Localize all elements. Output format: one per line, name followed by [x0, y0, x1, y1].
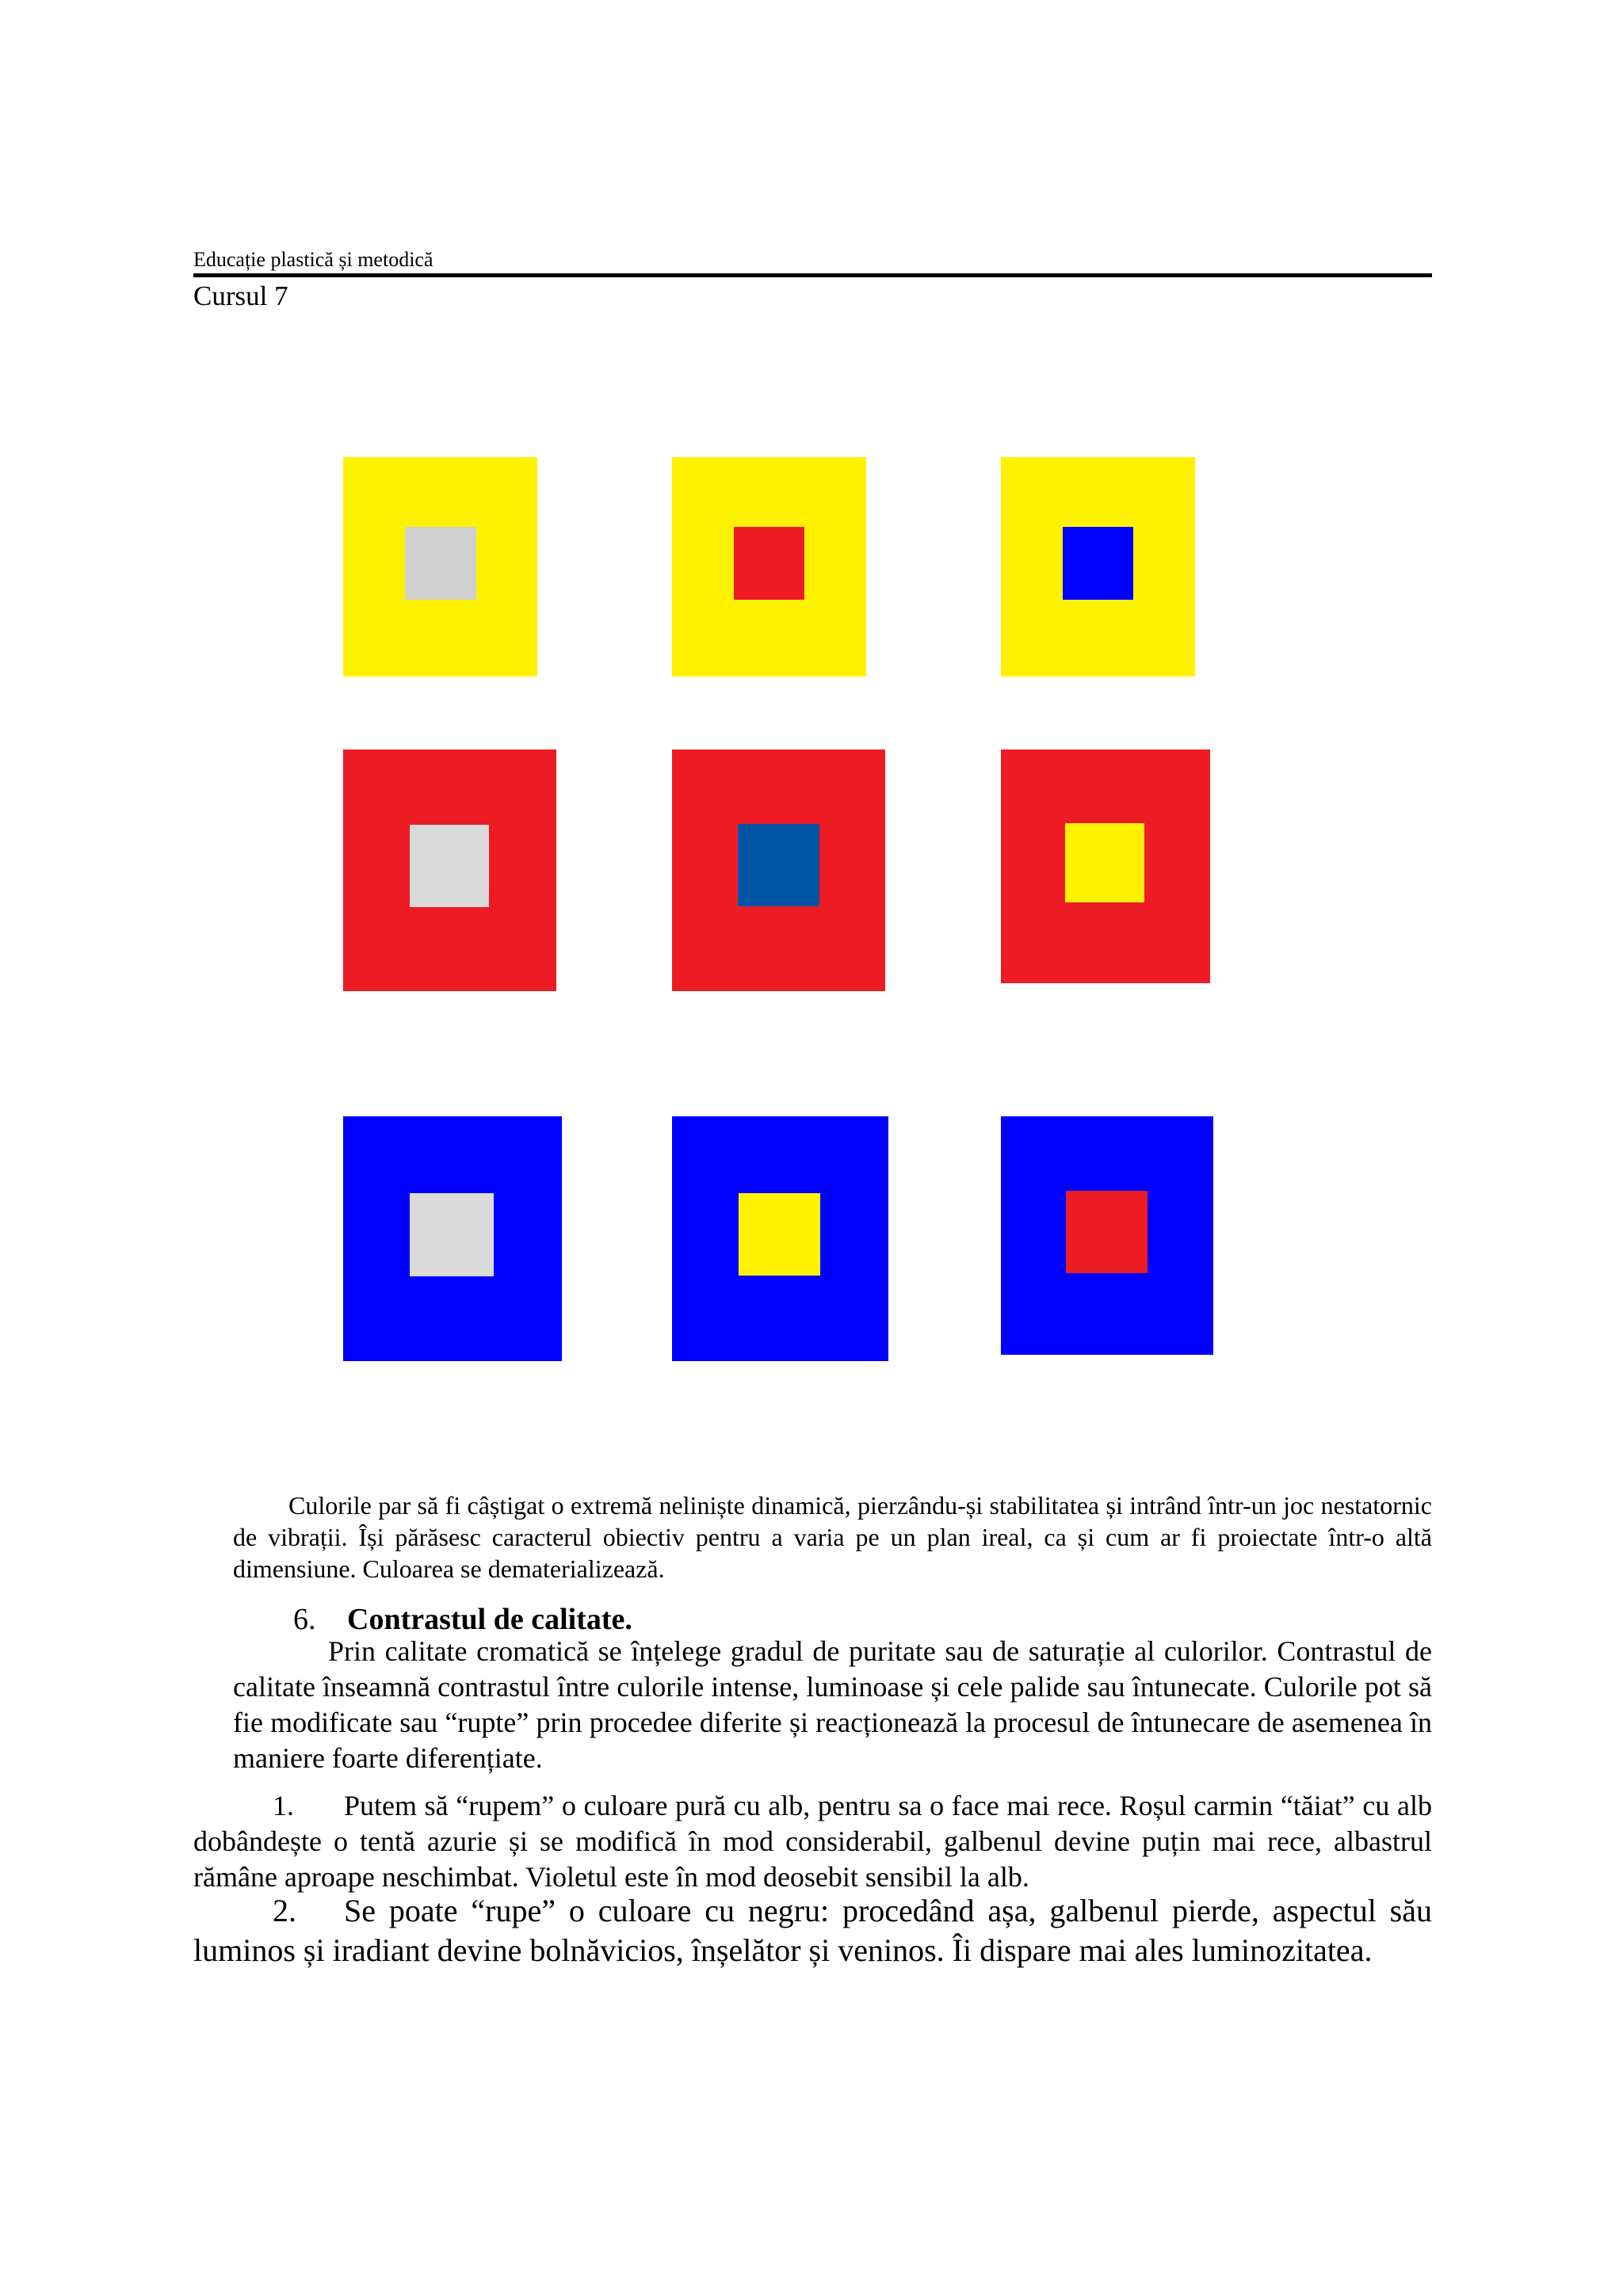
square-red-darkblue — [672, 749, 885, 991]
inner-square-yellow — [1065, 823, 1144, 902]
paragraph-text: Culorile par să fi câștigat o extremă neliniște dinamică, pierzându-și stabilitatea și intrând într-un joc nestatornic de vibrații. Își părăsesc caracterul obiectiv pentru a varia pe un plan ireal, ca și cum ar fi proiectate într-o altă dimensiune. Culoarea se dematerializează. — [233, 1491, 1432, 1583]
square-blue-yellow — [672, 1116, 888, 1361]
document-subject: Educație plastică și metodică — [193, 248, 433, 271]
inner-square-blue — [1063, 527, 1133, 600]
square-red-yellow — [1001, 749, 1210, 983]
inner-square-red — [734, 527, 804, 600]
inner-square-dark-blue — [738, 824, 819, 906]
square-yellow-gray — [343, 457, 537, 677]
course-title: Cursul 7 — [193, 280, 288, 311]
item-number: 2. — [273, 1893, 296, 1928]
inner-square-yellow — [739, 1193, 820, 1276]
inner-square-red — [1066, 1191, 1148, 1273]
square-yellow-blue — [1001, 457, 1195, 677]
square-blue-red — [1001, 1116, 1213, 1355]
header-divider — [193, 273, 1432, 277]
paragraph-text: Prin calitate cromatică se înțelege gradul de puritate sau de saturație al culorilor. Contrastul de calitate înseamnă contrastul între culorile intense, luminoase și cele palide sau întunecate. Culorile pot să fie modificate sau “rupte” prin procedee diferite și reacționează la procesul de întunecare de asemenea în maniere foarte diferențiate. — [233, 1635, 1432, 1774]
paragraph-quality-contrast — [233, 1634, 1432, 1776]
inner-square-gray — [405, 527, 476, 600]
paragraph-colors-dematerialize — [233, 1489, 1432, 1585]
item-text: Putem să “rupem” o culoare pură cu alb, pentru sa o face mai rece. Roșul carmin “tăiat” cu alb dobândește o tentă azurie și se modifică în mod considerabil, galbenul devine puțin mai rece, albastrul rămâne aproape neschimbat. Violetul este în mod deosebit sensibil la alb. — [193, 1790, 1432, 1893]
section-title: Contrastul de calitate. — [347, 1603, 632, 1636]
item-number: 1. — [273, 1790, 294, 1821]
section-heading — [293, 1602, 632, 1637]
section-number: 6. — [293, 1603, 316, 1636]
inner-square-gray — [410, 1193, 494, 1276]
square-blue-gray — [343, 1116, 562, 1361]
list-item — [193, 1788, 1432, 1895]
inner-square-gray — [410, 825, 489, 907]
square-red-gray — [343, 749, 556, 991]
item-text: Se poate “rupe” o culoare cu negru: procedând așa, galbenul pierde, aspectul său luminos și iradiant devine bolnăvicios, înșelător și veninos. Îi dispare mai ales luminozitatea. — [193, 1893, 1432, 1968]
square-yellow-red — [672, 457, 866, 677]
list-item — [193, 1891, 1432, 1970]
